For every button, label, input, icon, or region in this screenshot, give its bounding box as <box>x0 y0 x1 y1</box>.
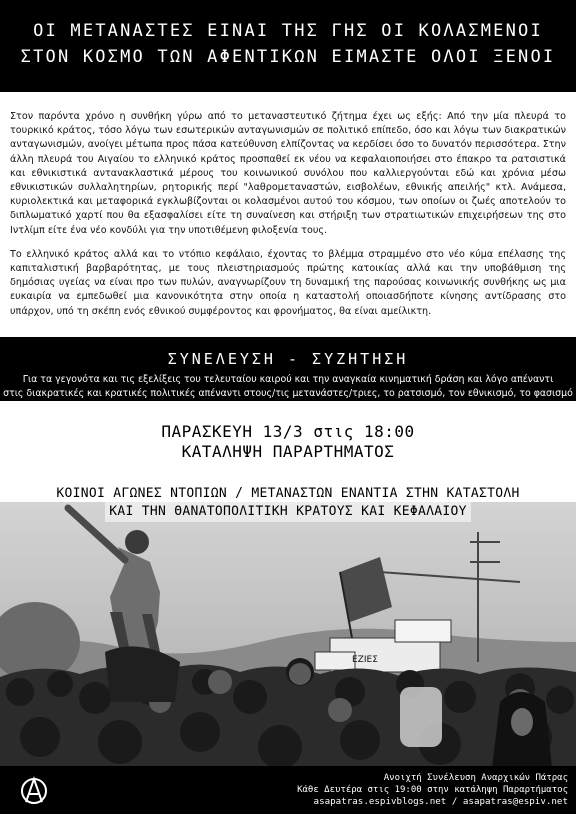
footer <box>0 766 576 814</box>
anarchy-logo-icon <box>12 770 56 812</box>
slogan-line-2: ΚΑΙ ΤΗΝ ΘΑΝΑΤΟΠΟΛΙΤΙΚΗ ΚΡΑΤΟΥΣ ΚΑΙ ΚΕΦΑΛΑΙΟΥ <box>105 502 471 522</box>
event-place: ΚΑΤΑΛΗΨΗ ΠΑΡΑΡΤΗΜΑΤΟΣ <box>181 442 395 461</box>
event-info <box>0 422 576 462</box>
paragraph-1: Στον παρόντα χρόνο η συνθήκη γύρω από το μεταναστευτικό ζήτημα έχει ως εξής: Από την μία πλευρά το τουρκικό κράτος, τόσο λόγω των εσωτερικών ανταγωνισμών σε πολιτικό επίπεδο, όσο και λόγω των διακρατικών ανταγωνισμών, ανοίγει μέτωπα προς πάσα κατεύθυνση ελπίζοντας να κερδίσει όσο το δυνατόν περισσότερα. Στην άλλη πλευρά του Αιγαίου το ελληνικό κράτος προσπαθεί εκ νέου να κεφαλαιοποιήσει στο έπακρο τα ρατσιστικά και εθνικιστικά αντανακλαστικά μέρους του κοινωνικού συνόλου που καλλιεργούνται εδώ και χρόνια μέσω εθνικιστικών συλλαλητηρίων, ρητορικής περί "λαθρομεταναστών, εισβολέων, εθνικής απειλής" κτλ. Ανάμεσα, κυριολεκτικά και μεταφορικά εγκλωβίζονται οι κολασμένοι αυτού του κόσμου, των οποίων οι ζωές αποτελούν το διπλωματικό χαρτί που θα εξασφαλίσει είτε τη συναίνεση και στήριξη των στρατιωτικών επιχειρήσεων της στο Ιντλίμπ είτε ένα νέο κονδύλι για την υποτιθέμενη φιλοξενία τους. <box>10 111 566 236</box>
body-text <box>10 110 566 329</box>
assembly-title: ΣΥΝΕΛΕΥΣΗ - ΣΥΖΗΤΗΣΗ <box>167 350 409 368</box>
footer-links[interactable]: asapatras.espivblogs.net / asapatras@espiv.net <box>313 796 568 807</box>
sign-text: ΕΖΙΕΣ <box>352 655 378 665</box>
photo-illustration <box>0 502 576 768</box>
assembly-text-2: στις διακρατικές και κρατικές πολιτικές απέναντι στους/τις μετανάστες/τριες, το ρατσισμό, τον εθνικισμό, το φασισμό <box>3 388 573 399</box>
paragraph-2: Το ελληνικό κράτος αλλά και το ντόπιο κεφάλαιο, έχοντας το βλέμμα στραμμένο στο νέο κύμα επέλασης της καπιταλιστική βαρβαρότητας, με τους πλειστηριασμούς πρώτης κατοικίας αλλά και την υποβάθμιση της δημόσιας υγείας να είναι προ των πυλών, αναγνωρίζουν τη δυναμική της παρούσας κοινωνικής συνθήκης ως μια ευκαιρία να εμπεδωθεί μια κανονικότητα στην οποία η καταστολή οποιασδήποτε κίνησης αντίδρασης στο υπάρχον, υπό τη σκέπη ενός εθνικού συμφέροντος και φρονήματος, θα είναι αμείλικτη. <box>10 248 566 317</box>
header-line-2: ΣΤΟΝ ΚΟΣΜΟ ΤΩΝ ΑΦΕΝΤΙΚΩΝ ΕΙΜΑΣΤΕ ΟΛΟΙ ΞΕΝΟΙ <box>20 47 556 67</box>
footer-line-2: Κάθε Δευτέρα στις 19:00 στην κατάληψη Παραρτήματος <box>297 784 568 795</box>
assembly-text-1: Για τα γεγονότα και τις εξελίξεις του τελευταίου καιρού και την αναγκαία κινηματική δράση και λόγο απέναντι <box>22 374 554 385</box>
header-line-1: ΟΙ ΜΕΤΑΝΑΣΤΕΣ ΕΙΝΑΙ ΤΗΣ ΓΗΣ ΟΙ ΚΟΛΑΣΜΕΝΟΙ <box>33 21 543 41</box>
slogan-second <box>0 502 576 522</box>
slogan <box>0 484 576 504</box>
event-date: ΠΑΡΑΣΚΕΥΗ 13/3 στις 18:00 <box>161 422 415 441</box>
assembly-band <box>0 337 576 401</box>
header-banner <box>0 0 576 92</box>
footer-text <box>297 773 568 808</box>
footer-line-1: Ανοιχτή Συνέλευση Αναρχικών Πάτρας <box>383 773 568 783</box>
protest-crowd-photo <box>0 502 576 768</box>
slogan-line-1: ΚΟΙΝΟΙ ΑΓΩΝΕΣ ΝΤΟΠΙΩΝ / ΜΕΤΑΝΑΣΤΩΝ ΕΝΑΝΤΙΑ ΣΤΗΝ ΚΑΤΑΣΤΟΛΗ <box>56 486 520 501</box>
